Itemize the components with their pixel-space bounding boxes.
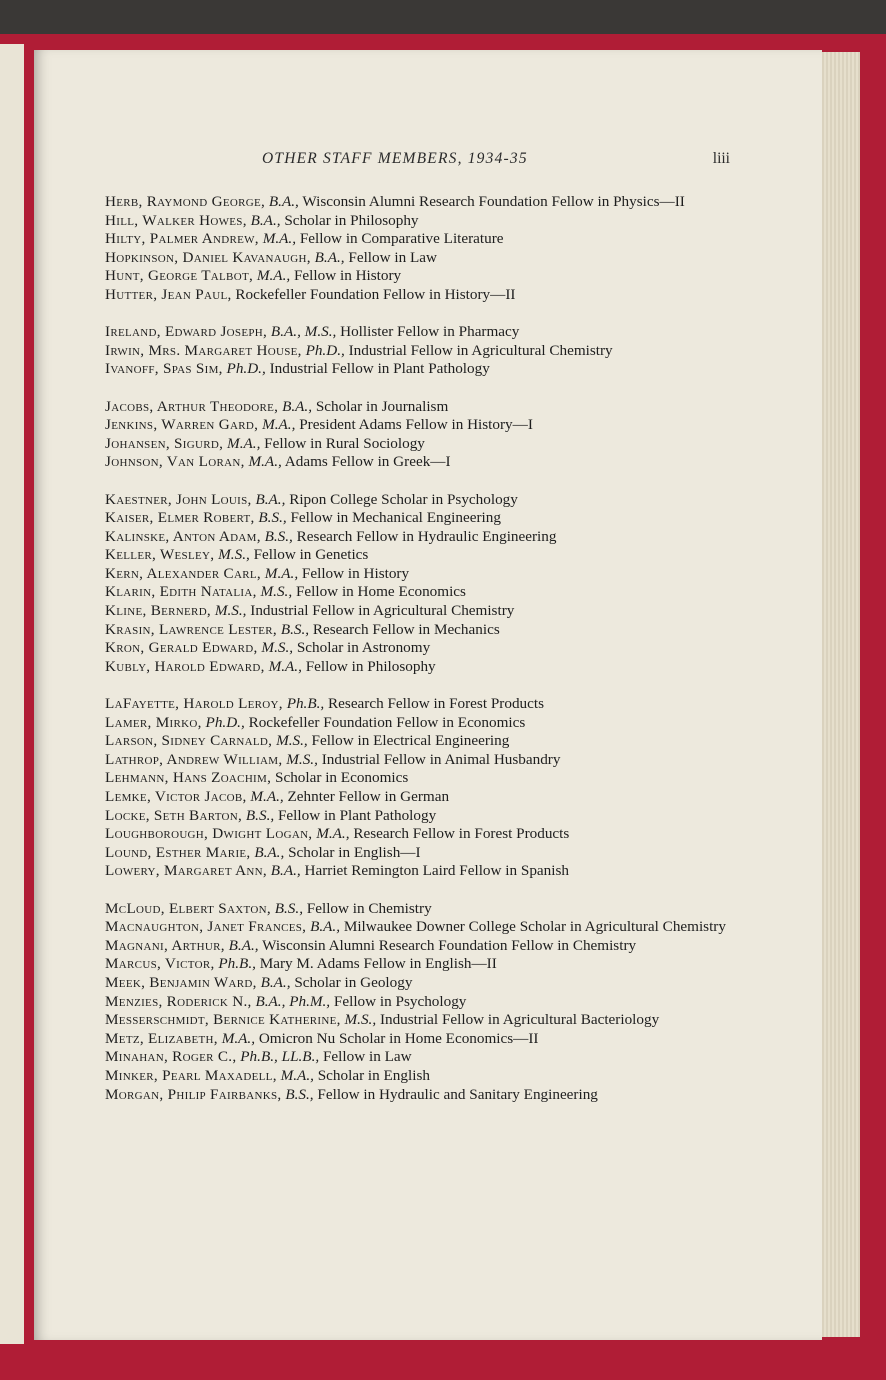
- staff-entry: [105, 323, 727, 342]
- staff-degree: M.S.,: [276, 732, 308, 750]
- staff-name: McLoud, Elbert Saxton,: [105, 899, 271, 917]
- staff-position: Industrial Fellow in Agricultural Bacteriology: [379, 1011, 660, 1029]
- staff-entry: [105, 1048, 727, 1067]
- staff-position: Scholar in Astronomy: [296, 639, 431, 657]
- staff-degree: M.S.,: [260, 583, 293, 601]
- staff-name: Hopkinson, Daniel Kavanaugh,: [105, 248, 311, 266]
- staff-entry: [105, 807, 727, 826]
- staff-name: Lemke, Victor Jacob,: [105, 788, 247, 805]
- staff-position: Fellow in Law: [322, 1048, 412, 1066]
- staff-position: Fellow in Chemistry: [306, 899, 432, 917]
- staff-name: Jacobs, Arthur Theodore,: [105, 397, 279, 415]
- staff-entry: [105, 528, 727, 547]
- staff-position: Scholar in English—I: [288, 843, 421, 861]
- staff-name: Messerschmidt, Bernice Katherine,: [105, 1011, 341, 1029]
- staff-position: Mary M. Adams Fellow in English—II: [259, 955, 497, 973]
- staff-position: Scholar in Philosophy: [284, 211, 419, 229]
- staff-entry: [105, 342, 727, 361]
- staff-name: Lathrop, Andrew William,: [105, 750, 283, 768]
- staff-entry: [105, 249, 727, 268]
- staff-position: Rockefeller Foundation Fellow in Economics: [248, 713, 526, 731]
- staff-name: Hutter, Jean Paul,: [105, 285, 232, 303]
- staff-degree: Ph.D.,: [205, 713, 245, 731]
- staff-name: Larson, Sidney Carnald,: [105, 732, 273, 750]
- staff-position: Fellow in History: [301, 564, 410, 582]
- staff-degree: B.A.,: [270, 862, 301, 880]
- staff-name: Minahan, Roger C.,: [105, 1048, 237, 1066]
- staff-degree: B.S.,: [285, 1085, 314, 1103]
- staff-entry: [105, 602, 727, 621]
- staff-degree: B.A.,: [282, 397, 313, 415]
- staff-entry: [105, 621, 727, 640]
- staff-name: Lound, Esther Marie,: [105, 843, 251, 861]
- staff-name: Kalinske, Anton Adam,: [105, 527, 261, 545]
- staff-position: Rockefeller Foundation Fellow in History—II: [235, 285, 516, 303]
- staff-position: Scholar in Economics: [275, 769, 409, 787]
- staff-name: Minker, Pearl Maxadell,: [105, 1066, 277, 1084]
- staff-entry: [105, 714, 727, 733]
- staff-degree: B.A.,: [268, 193, 299, 210]
- staff-degree: M.S.,: [261, 639, 294, 657]
- staff-degree: B.A.,: [255, 490, 286, 508]
- staff-position: Fellow in Law: [348, 248, 437, 266]
- staff-degree: B.A.,: [260, 973, 291, 991]
- staff-entry: [105, 937, 727, 956]
- staff-degree: M.A.,: [262, 416, 296, 434]
- staff-entry: [105, 900, 727, 919]
- staff-name: Lamer, Mirko,: [105, 713, 202, 731]
- staff-entry: [105, 286, 727, 305]
- staff-entry: [105, 639, 727, 658]
- staff-entry: [105, 1011, 727, 1030]
- staff-name: Menzies, Roderick N.,: [105, 992, 252, 1010]
- staff-position: Harriet Remington Laird Fellow in Spanish: [304, 862, 569, 880]
- staff-degree: Ph.B., LL.B.,: [240, 1048, 320, 1066]
- staff-entry: [105, 732, 727, 751]
- staff-name: Hilty, Palmer Andrew,: [105, 230, 259, 248]
- staff-entry: [105, 193, 727, 212]
- staff-position: Fellow in Psychology: [333, 992, 467, 1010]
- staff-entry: [105, 267, 727, 286]
- staff-degree: B.A., M.S.,: [270, 323, 337, 341]
- staff-entry: [105, 230, 727, 249]
- staff-entry: [105, 416, 727, 435]
- staff-name: Jenkins, Warren Gard,: [105, 416, 259, 434]
- running-head: [72, 150, 730, 174]
- staff-degree: B.S.,: [258, 509, 287, 527]
- staff-position: Fellow in Plant Pathology: [277, 806, 437, 824]
- staff-entry: [105, 862, 727, 881]
- staff-degree: B.A., Ph.M.,: [255, 992, 331, 1010]
- staff-position: Hollister Fellow in Pharmacy: [340, 323, 520, 341]
- staff-position: Fellow in History: [293, 267, 402, 285]
- staff-entry: [105, 769, 727, 788]
- staff-name: Magnani, Arthur,: [105, 936, 225, 954]
- staff-name: Herb, Raymond George,: [105, 193, 266, 210]
- staff-degree: M.S.,: [286, 750, 318, 768]
- page-number: liii: [712, 150, 730, 167]
- staff-position: Industrial Fellow in Animal Husbandry: [321, 750, 561, 768]
- staff-name: Metz, Elizabeth,: [105, 1029, 218, 1047]
- staff-entry: [105, 360, 727, 379]
- staff-degree: M.S.,: [214, 602, 247, 620]
- staff-entry: [105, 1030, 727, 1049]
- staff-entry: [105, 491, 727, 510]
- staff-degree: B.S.,: [274, 899, 303, 917]
- staff-entry: [105, 453, 727, 472]
- staff-degree: B.A.,: [250, 211, 281, 229]
- staff-name: Lowery, Margaret Ann,: [105, 862, 267, 880]
- staff-entry: [105, 583, 727, 602]
- staff-name: Locke, Seth Barton,: [105, 806, 243, 824]
- staff-name: Kern, Alexander Carl,: [105, 564, 261, 582]
- staff-name: Kaiser, Elmer Robert,: [105, 509, 255, 527]
- staff-degree: M.A.,: [250, 788, 284, 805]
- staff-entry: [105, 751, 727, 770]
- staff-position: Wisconsin Alumni Research Foundation Fellow in Physics—II: [302, 193, 685, 210]
- staff-name: Hunt, George Talbot,: [105, 267, 254, 285]
- staff-position: Wisconsin Alumni Research Foundation Fellow in Chemistry: [262, 936, 637, 954]
- staff-name: Klarin, Edith Natalia,: [105, 583, 257, 601]
- facing-page-edge: [0, 44, 24, 1344]
- staff-entry: [105, 974, 727, 993]
- staff-entry: [105, 658, 727, 677]
- staff-name: Kron, Gerald Edward,: [105, 639, 258, 657]
- staff-position: Scholar in English: [317, 1066, 430, 1084]
- staff-name: Krasin, Lawrence Lester,: [105, 620, 278, 638]
- staff-position: Adams Fellow in Greek—I: [284, 453, 451, 471]
- staff-degree: Ph.D.,: [226, 360, 266, 378]
- staff-position: Fellow in Philosophy: [305, 657, 436, 675]
- staff-position: Industrial Fellow in Plant Pathology: [269, 360, 490, 378]
- staff-degree: M.A.,: [268, 657, 302, 675]
- page-title: OTHER STAFF MEMBERS, 1934-35: [262, 150, 528, 167]
- staff-position: Fellow in Mechanical Engineering: [290, 509, 501, 527]
- staff-name: Marcus, Victor,: [105, 955, 215, 973]
- staff-name: Meek, Benjamin Ward,: [105, 973, 257, 991]
- staff-entry: [105, 565, 727, 584]
- staff-degree: M.A.,: [256, 267, 291, 285]
- staff-entry: [105, 1086, 727, 1105]
- staff-degree: B.A.,: [310, 918, 341, 936]
- staff-name: Lehmann, Hans Zoachim,: [105, 769, 272, 787]
- staff-degree: M.A.,: [264, 564, 299, 582]
- staff-position: Research Fellow in Forest Products: [328, 695, 545, 713]
- staff-entry: [105, 546, 727, 565]
- staff-name: Loughborough, Dwight Logan,: [105, 825, 313, 843]
- staff-entry: [105, 788, 727, 807]
- staff-degree: M.A.,: [227, 434, 261, 452]
- staff-degree: B.A.,: [314, 248, 345, 266]
- staff-name: Kaestner, John Louis,: [105, 490, 252, 508]
- staff-name: Kubly, Harold Edward,: [105, 657, 265, 675]
- staff-position: Scholar in Journalism: [315, 397, 449, 415]
- staff-name: Macnaughton, Janet Frances,: [105, 918, 307, 936]
- staff-degree: B.A.,: [228, 936, 259, 954]
- staff-position: Omicron Nu Scholar in Home Economics—II: [258, 1029, 539, 1047]
- staff-entry: [105, 509, 727, 528]
- staff-entry: [105, 955, 727, 974]
- staff-name: Keller, Wesley,: [105, 546, 215, 564]
- staff-entry: [105, 844, 727, 863]
- staff-name: Morgan, Philip Fairbanks,: [105, 1085, 282, 1103]
- staff-degree: B.S.,: [245, 806, 275, 824]
- staff-degree: Ph.D.,: [305, 341, 345, 359]
- staff-degree: M.A.,: [262, 230, 297, 248]
- staff-degree: M.A.,: [280, 1066, 314, 1084]
- staff-position: Zehnter Fellow in German: [287, 788, 450, 805]
- staff-position: President Adams Fellow in History—I: [299, 416, 533, 434]
- staff-name: Johansen, Sigurd,: [105, 434, 224, 452]
- staff-position: Fellow in Comparative Literature: [299, 230, 504, 248]
- staff-name: Ireland, Edward Joseph,: [105, 323, 268, 341]
- staff-name: Hill, Walker Howes,: [105, 211, 247, 229]
- staff-name: Kline, Bernerd,: [105, 602, 212, 620]
- staff-entry: [105, 435, 727, 454]
- staff-degree: B.S.,: [280, 620, 310, 638]
- staff-position: Fellow in Hydraulic and Sanitary Engineering: [317, 1085, 598, 1103]
- staff-degree: Ph.B.,: [218, 955, 256, 973]
- staff-entry: [105, 398, 727, 417]
- staff-degree: M.S.,: [218, 546, 250, 564]
- staff-degree: M.S.,: [344, 1011, 377, 1029]
- staff-name: Irwin, Mrs. Margaret House,: [105, 341, 302, 359]
- staff-degree: B.A.,: [254, 843, 285, 861]
- staff-entry: [105, 825, 727, 844]
- staff-entry: [105, 1067, 727, 1086]
- staff-name: LaFayette, Harold Leroy,: [105, 695, 283, 713]
- staff-position: Milwaukee Downer College Scholar in Agricultural Chemistry: [343, 918, 726, 936]
- staff-entry: [105, 695, 727, 714]
- staff-name: Ivanoff, Spas Sim,: [105, 360, 223, 378]
- staff-position: Industrial Fellow in Agricultural Chemistry: [348, 341, 613, 359]
- staff-position: Research Fellow in Forest Products: [353, 825, 570, 843]
- staff-degree: B.S.,: [264, 527, 293, 545]
- staff-name: Johnson, Van Loran,: [105, 453, 245, 471]
- staff-position: Fellow in Genetics: [253, 546, 369, 564]
- staff-position: Ripon College Scholar in Psychology: [289, 490, 518, 508]
- staff-position: Fellow in Rural Sociology: [264, 434, 425, 452]
- staff-position: Industrial Fellow in Agricultural Chemistry: [250, 602, 515, 620]
- staff-entry: [105, 993, 727, 1012]
- staff-degree: M.A.,: [221, 1029, 256, 1047]
- staff-position: Fellow in Home Economics: [295, 583, 466, 601]
- staff-position: Scholar in Geology: [294, 973, 413, 991]
- staff-entry: [105, 212, 727, 231]
- staff-entry: [105, 918, 727, 937]
- staff-position: Research Fellow in Mechanics: [312, 620, 500, 638]
- staff-list: [105, 193, 727, 1104]
- staff-position: Research Fellow in Hydraulic Engineering: [296, 527, 557, 545]
- staff-position: Fellow in Electrical Engineering: [311, 732, 510, 750]
- staff-degree: M.A.,: [248, 453, 282, 471]
- staff-degree: M.A.,: [316, 825, 350, 843]
- staff-degree: Ph.B.,: [286, 695, 325, 713]
